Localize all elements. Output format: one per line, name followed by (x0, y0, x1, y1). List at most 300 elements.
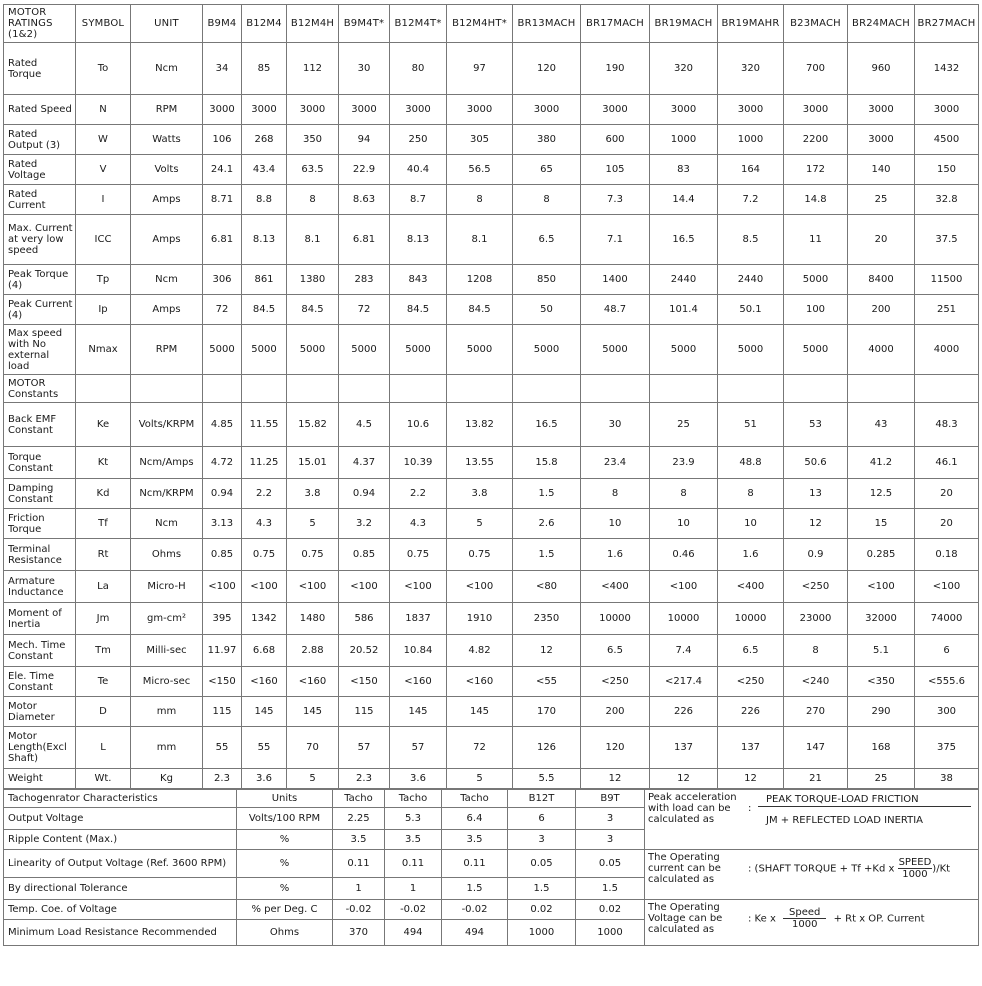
table-cell: <100 (287, 571, 339, 603)
row-unit: Ncm/KRPM (131, 479, 203, 509)
table-cell: 0.85 (203, 539, 242, 571)
table-cell: 268 (242, 125, 287, 155)
table-cell: 4.82 (447, 635, 513, 667)
table-cell: 3.8 (447, 479, 513, 509)
table-cell: 4.72 (203, 447, 242, 479)
table-cell: <250 (784, 571, 848, 603)
tacho-cell: 3.5 (385, 830, 442, 850)
table-cell: 8.63 (339, 185, 390, 215)
operating-voltage-frac-denominator: 1000 (792, 919, 818, 930)
table-cell: 25 (848, 185, 915, 215)
table-cell: 5000 (513, 325, 581, 375)
row-label: Max. Current at very low speed (4, 215, 76, 265)
row-label: Friction Torque (4, 509, 76, 539)
row-symbol: L (76, 727, 131, 769)
row-unit: mm (131, 727, 203, 769)
row-unit: Ohms (131, 539, 203, 571)
table-cell: 137 (718, 727, 784, 769)
row-label: Weight (4, 769, 76, 789)
table-cell: 1837 (390, 603, 447, 635)
table-cell: 3.6 (390, 769, 447, 789)
table-cell: <250 (718, 667, 784, 697)
operating-voltage-frac-numerator: Speed (783, 907, 826, 919)
table-cell: 5000 (339, 325, 390, 375)
table-cell: 70 (287, 727, 339, 769)
table-row (4, 325, 979, 375)
table-cell: 3000 (581, 95, 650, 125)
table-cell: <350 (848, 667, 915, 697)
table-cell: 3000 (339, 95, 390, 125)
table-cell: 320 (718, 43, 784, 95)
table-row (4, 509, 979, 539)
table-cell: 32000 (848, 603, 915, 635)
table-cell: 8 (718, 479, 784, 509)
table-cell: 57 (339, 727, 390, 769)
table-cell: 106 (203, 125, 242, 155)
tacho-row-label: Temp. Coe. of Voltage (4, 900, 237, 920)
table-cell: 2.3 (203, 769, 242, 789)
tacho-cell: 0.11 (333, 850, 385, 878)
row-unit: Watts (131, 125, 203, 155)
tacho-cell: 0.02 (508, 900, 576, 920)
table-cell: 8.7 (390, 185, 447, 215)
table-cell: 5000 (718, 325, 784, 375)
table-cell: 5 (287, 769, 339, 789)
table-cell: 84.5 (447, 295, 513, 325)
table-cell: 20.52 (339, 635, 390, 667)
table-cell: 14.4 (650, 185, 718, 215)
tacho-cell: 3 (576, 808, 645, 830)
motor-ratings-table (3, 4, 979, 789)
table-cell: 6.5 (513, 215, 581, 265)
tacho-cell: 0.05 (508, 850, 576, 878)
table-cell (650, 375, 718, 403)
model-header: B12M4H (287, 5, 339, 43)
table-cell: 4.3 (390, 509, 447, 539)
table-cell: 24.1 (203, 155, 242, 185)
table-cell: 50.1 (718, 295, 784, 325)
table-cell: 37.5 (915, 215, 979, 265)
operating-current-frac-denominator: 1000 (902, 869, 928, 880)
table-cell: 0.285 (848, 539, 915, 571)
table-cell: 3.13 (203, 509, 242, 539)
table-cell: 226 (718, 697, 784, 727)
row-symbol: V (76, 155, 131, 185)
table-cell: 11500 (915, 265, 979, 295)
table-cell: 4.5 (339, 403, 390, 447)
row-unit: Ncm (131, 43, 203, 95)
table-cell (242, 375, 287, 403)
tacho-cell: 6.4 (442, 808, 508, 830)
table-cell: 53 (784, 403, 848, 447)
table-cell: 8 (784, 635, 848, 667)
table-cell: 270 (784, 697, 848, 727)
row-label: Ele. Time Constant (4, 667, 76, 697)
table-cell: 8 (650, 479, 718, 509)
table-cell: 2.88 (287, 635, 339, 667)
table-cell: 40.4 (390, 155, 447, 185)
tacho-model-header: B9T (576, 790, 645, 808)
row-label: Armature Inductance (4, 571, 76, 603)
table-cell: 7.1 (581, 215, 650, 265)
tacho-row-label: Linearity of Output Voltage (Ref. 3600 RPM) (4, 850, 237, 878)
table-cell: 46.1 (915, 447, 979, 479)
table-row (4, 185, 979, 215)
table-cell: 16.5 (513, 403, 581, 447)
table-cell: 1380 (287, 265, 339, 295)
table-cell: 5000 (784, 265, 848, 295)
table-cell: 3000 (915, 95, 979, 125)
row-label: Mech. Time Constant (4, 635, 76, 667)
table-row (4, 95, 979, 125)
row-unit: gm-cm² (131, 603, 203, 635)
ratings-header: MOTOR RATINGS (1&2) (4, 5, 76, 43)
table-cell: 10000 (718, 603, 784, 635)
table-cell: 0.75 (287, 539, 339, 571)
table-cell: 5 (287, 509, 339, 539)
table-cell: 1400 (581, 265, 650, 295)
tacho-row-unit: % (237, 850, 333, 878)
table-cell: 3000 (650, 95, 718, 125)
table-cell: 16.5 (650, 215, 718, 265)
table-cell: <100 (242, 571, 287, 603)
table-cell: 5 (447, 769, 513, 789)
table-cell: 63.5 (287, 155, 339, 185)
model-header: B12M4T* (390, 5, 447, 43)
table-cell: <400 (718, 571, 784, 603)
table-cell: 4.85 (203, 403, 242, 447)
row-label: Peak Current (4) (4, 295, 76, 325)
table-cell: 10.39 (390, 447, 447, 479)
table-cell: 84.5 (390, 295, 447, 325)
table-cell: 3000 (242, 95, 287, 125)
row-label: Damping Constant (4, 479, 76, 509)
tacho-row-label: Minimum Load Resistance Recommended (4, 920, 237, 946)
table-cell: <160 (390, 667, 447, 697)
table-row (4, 667, 979, 697)
table-cell: 3000 (848, 95, 915, 125)
table-cell: 10000 (581, 603, 650, 635)
table-cell: 126 (513, 727, 581, 769)
tacho-row (4, 850, 979, 878)
table-cell: 0.94 (203, 479, 242, 509)
table-cell: 55 (242, 727, 287, 769)
row-symbol: La (76, 571, 131, 603)
table-cell: 74000 (915, 603, 979, 635)
table-cell (784, 375, 848, 403)
table-cell: <555.6 (915, 667, 979, 697)
tacho-cell: 3.5 (333, 830, 385, 850)
table-cell: 15 (848, 509, 915, 539)
row-label: Back EMF Constant (4, 403, 76, 447)
table-cell: 8.13 (242, 215, 287, 265)
tacho-cell: 0.11 (442, 850, 508, 878)
table-cell: 115 (203, 697, 242, 727)
table-cell: 8.1 (447, 215, 513, 265)
operating-voltage-suffix: + Rt x OP. Current (833, 913, 925, 925)
table-cell: 2200 (784, 125, 848, 155)
table-cell (339, 375, 390, 403)
table-cell: 145 (447, 697, 513, 727)
table-cell: 55 (203, 727, 242, 769)
table-cell: 5000 (287, 325, 339, 375)
row-symbol: D (76, 697, 131, 727)
table-cell: 3000 (513, 95, 581, 125)
table-cell: 8.5 (718, 215, 784, 265)
table-cell: 283 (339, 265, 390, 295)
table-cell: 251 (915, 295, 979, 325)
table-cell: <80 (513, 571, 581, 603)
row-unit: RPM (131, 95, 203, 125)
tacho-cell: 3 (508, 830, 576, 850)
tacho-cell: 1.5 (442, 878, 508, 900)
table-cell: 0.9 (784, 539, 848, 571)
table-cell: 12 (650, 769, 718, 789)
tacho-row (4, 900, 979, 920)
table-cell: 20 (915, 479, 979, 509)
table-cell: 83 (650, 155, 718, 185)
table-cell: 960 (848, 43, 915, 95)
table-cell: 2440 (718, 265, 784, 295)
table-cell: 0.75 (390, 539, 447, 571)
table-cell: 4.37 (339, 447, 390, 479)
operating-current-prefix: : (SHAFT TORQUE + Tf +Kd x (748, 863, 895, 875)
table-cell: <160 (287, 667, 339, 697)
table-cell: <100 (203, 571, 242, 603)
table-cell: 1432 (915, 43, 979, 95)
table-cell: 22.9 (339, 155, 390, 185)
row-label: MOTOR Constants (4, 375, 76, 403)
table-cell: 11.97 (203, 635, 242, 667)
table-cell: 10 (718, 509, 784, 539)
row-label: Moment of Inertia (4, 603, 76, 635)
table-cell: 72 (339, 295, 390, 325)
table-row (4, 603, 979, 635)
table-cell: 700 (784, 43, 848, 95)
row-unit: Volts/KRPM (131, 403, 203, 447)
table-cell: 5000 (390, 325, 447, 375)
row-symbol: Tf (76, 509, 131, 539)
row-symbol: ICC (76, 215, 131, 265)
table-row (4, 375, 979, 403)
table-cell: 0.18 (915, 539, 979, 571)
table-cell: 300 (915, 697, 979, 727)
row-symbol: Jm (76, 603, 131, 635)
tacho-cell: 3.5 (442, 830, 508, 850)
table-cell: 6.68 (242, 635, 287, 667)
row-symbol: To (76, 43, 131, 95)
row-label: Rated Speed (4, 95, 76, 125)
table-cell: 8.13 (390, 215, 447, 265)
tacho-cell: 1000 (508, 920, 576, 946)
table-cell: 190 (581, 43, 650, 95)
tacho-row-unit: Volts/100 RPM (237, 808, 333, 830)
table-row (4, 697, 979, 727)
table-cell: 7.4 (650, 635, 718, 667)
table-cell: 23000 (784, 603, 848, 635)
table-cell (718, 375, 784, 403)
table-cell: 12 (513, 635, 581, 667)
row-unit: Milli-sec (131, 635, 203, 667)
table-cell: 150 (915, 155, 979, 185)
row-label: Rated Torque (4, 43, 76, 95)
tacho-row-unit: % (237, 878, 333, 900)
tacho-header-row (4, 790, 979, 808)
table-cell: 12 (718, 769, 784, 789)
table-cell: 65 (513, 155, 581, 185)
operating-voltage-note (645, 900, 979, 946)
table-cell (203, 375, 242, 403)
table-cell: <150 (203, 667, 242, 697)
model-header: BR27MACH (915, 5, 979, 43)
table-cell: 32.8 (915, 185, 979, 215)
table-cell: 586 (339, 603, 390, 635)
table-cell: 23.9 (650, 447, 718, 479)
tacho-model-header: Tacho (442, 790, 508, 808)
table-cell: 10 (650, 509, 718, 539)
row-label: Motor Length(Excl Shaft) (4, 727, 76, 769)
table-cell: 172 (784, 155, 848, 185)
table-cell: 6.81 (203, 215, 242, 265)
tacho-cell: 1000 (576, 920, 645, 946)
row-label: Rated Voltage (4, 155, 76, 185)
table-cell: 50.6 (784, 447, 848, 479)
operating-voltage-label: The Operating Voltage can be calculated as (648, 902, 723, 935)
table-row (4, 635, 979, 667)
tacho-cell: -0.02 (442, 900, 508, 920)
table-cell: 23.4 (581, 447, 650, 479)
table-cell: 320 (650, 43, 718, 95)
row-unit: mm (131, 697, 203, 727)
table-cell: 147 (784, 727, 848, 769)
table-cell: 8400 (848, 265, 915, 295)
table-cell: <100 (339, 571, 390, 603)
table-cell: 375 (915, 727, 979, 769)
operating-current-frac-numerator: SPEED (898, 857, 932, 868)
table-cell: 137 (650, 727, 718, 769)
table-cell: 0.75 (242, 539, 287, 571)
table-cell: 145 (390, 697, 447, 727)
table-cell: 4000 (848, 325, 915, 375)
tacho-cell: 0.05 (576, 850, 645, 878)
table-cell: 305 (447, 125, 513, 155)
tacho-cell: -0.02 (385, 900, 442, 920)
table-cell: 395 (203, 603, 242, 635)
table-cell: <100 (390, 571, 447, 603)
table-cell: 140 (848, 155, 915, 185)
tacho-cell: 1.5 (576, 878, 645, 900)
table-cell: 34 (203, 43, 242, 95)
table-cell: 48.3 (915, 403, 979, 447)
row-label: Max speed with No external load (4, 325, 76, 375)
table-cell: 1342 (242, 603, 287, 635)
row-unit: Micro-H (131, 571, 203, 603)
table-cell: 6 (915, 635, 979, 667)
table-cell: 3.2 (339, 509, 390, 539)
model-header: B9M4 (203, 5, 242, 43)
row-symbol: Ke (76, 403, 131, 447)
row-label: Terminal Resistance (4, 539, 76, 571)
table-cell: 290 (848, 697, 915, 727)
peak-acceleration-colon: : (748, 803, 752, 814)
table-cell: 115 (339, 697, 390, 727)
table-cell: 2.3 (339, 769, 390, 789)
table-cell: 200 (848, 295, 915, 325)
table-cell: 100 (784, 295, 848, 325)
operating-voltage-prefix: : Ke x (748, 913, 776, 925)
table-cell: 7.3 (581, 185, 650, 215)
tacho-title: Tachogenrator Characteristics (4, 790, 237, 808)
table-cell: 8 (581, 479, 650, 509)
table-cell: 200 (581, 697, 650, 727)
operating-voltage-formula (748, 907, 925, 930)
table-cell: 3000 (390, 95, 447, 125)
table-row (4, 403, 979, 447)
table-cell: 164 (718, 155, 784, 185)
table-cell: <100 (650, 571, 718, 603)
table-cell: 2.2 (390, 479, 447, 509)
table-cell: <160 (242, 667, 287, 697)
table-cell: 72 (447, 727, 513, 769)
model-header: BR24MACH (848, 5, 915, 43)
table-cell: 3000 (848, 125, 915, 155)
table-cell: 4500 (915, 125, 979, 155)
table-cell: 11.55 (242, 403, 287, 447)
table-row (4, 265, 979, 295)
table-cell: 30 (581, 403, 650, 447)
table-cell: 6.81 (339, 215, 390, 265)
table-cell: 0.46 (650, 539, 718, 571)
table-row (4, 43, 979, 95)
table-cell: <217.4 (650, 667, 718, 697)
row-symbol: Te (76, 667, 131, 697)
table-cell: 145 (287, 697, 339, 727)
table-cell: 1.6 (718, 539, 784, 571)
table-cell: 43 (848, 403, 915, 447)
motor-spec-sheet (3, 4, 978, 946)
table-cell (513, 375, 581, 403)
row-symbol: Rt (76, 539, 131, 571)
table-cell: 20 (848, 215, 915, 265)
table-cell: 51 (718, 403, 784, 447)
tacho-row-unit: Ohms (237, 920, 333, 946)
table-cell: 101.4 (650, 295, 718, 325)
table-cell: 1.6 (581, 539, 650, 571)
table-cell: 105 (581, 155, 650, 185)
table-row (4, 447, 979, 479)
table-cell: 80 (390, 43, 447, 95)
model-header: BR19MACH (650, 5, 718, 43)
table-cell: 48.8 (718, 447, 784, 479)
table-cell: 94 (339, 125, 390, 155)
table-cell: 1.5 (513, 479, 581, 509)
peak-acceleration-numerator: PEAK TORQUE-LOAD FRICTION (758, 792, 971, 807)
operating-current-formula (748, 857, 950, 880)
table-cell: 3000 (203, 95, 242, 125)
table-cell: 84.5 (287, 295, 339, 325)
row-symbol (76, 375, 131, 403)
model-header: BR17MACH (581, 5, 650, 43)
peak-acceleration-note (645, 790, 979, 850)
table-cell: <150 (339, 667, 390, 697)
tacho-units-header: Units (237, 790, 333, 808)
tacho-row-label: Output Voltage (4, 808, 237, 830)
table-cell: 25 (650, 403, 718, 447)
table-cell: 3000 (447, 95, 513, 125)
row-unit: Ncm/Amps (131, 447, 203, 479)
table-cell: 6.5 (718, 635, 784, 667)
table-cell: 15.01 (287, 447, 339, 479)
